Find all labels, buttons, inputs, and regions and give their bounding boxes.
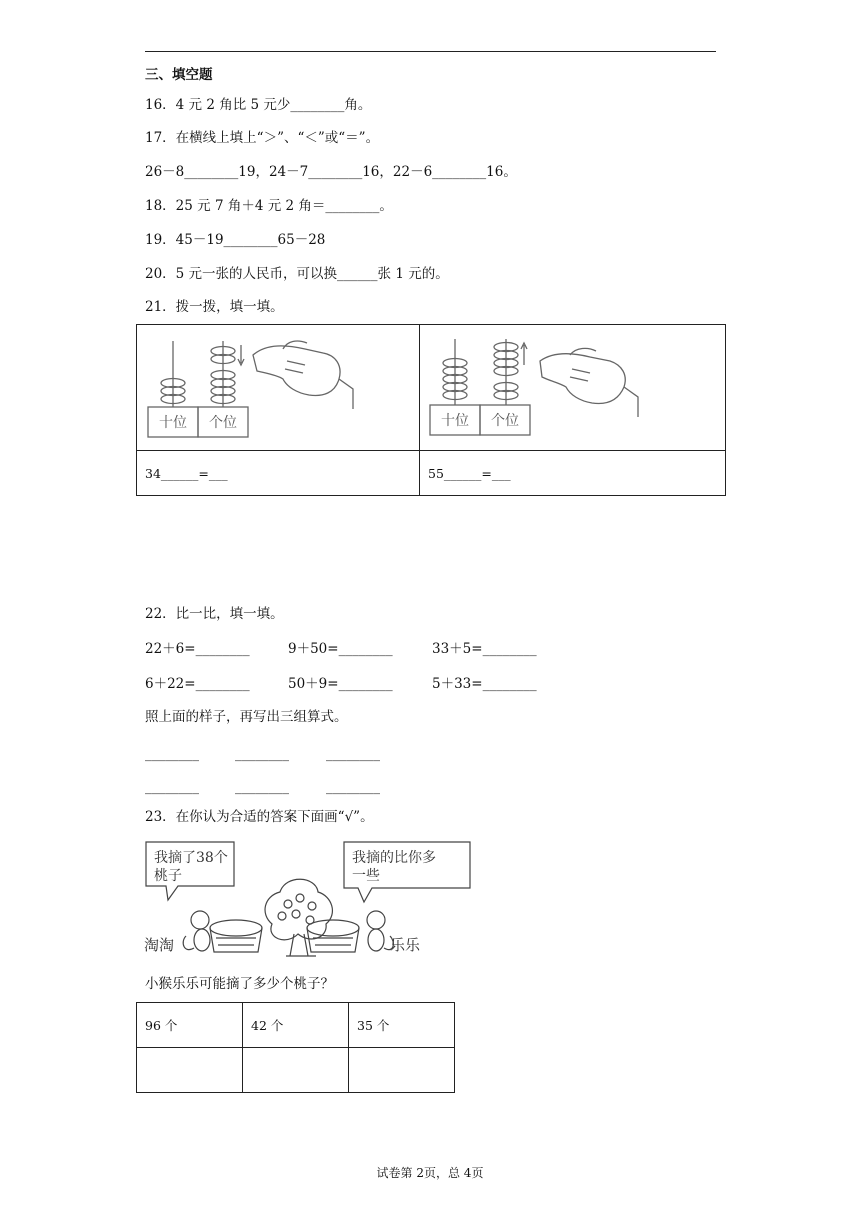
bubble-right-line2: 一些	[352, 868, 380, 884]
abacus-label-ones: 个位	[491, 413, 519, 429]
bubble-right-line1: 我摘的比你多	[352, 850, 436, 866]
question-22-blank: ________	[145, 779, 199, 795]
bubble-left-line2: 桃子	[154, 868, 182, 884]
page-footer: 试卷第 2页，总 4页	[376, 1166, 484, 1180]
question-22-r2c1: 6＋22=________	[145, 676, 250, 692]
question-16: 16．4 元 2 角比 5 元少________角。	[145, 97, 372, 113]
question-22-blank: ________	[326, 746, 380, 762]
question-22-instruction: 照上面的样子，再写出三组算式。	[145, 709, 348, 725]
abacus-label-tens: 十位	[441, 413, 469, 429]
abacus-fill-left: 34______=___	[137, 451, 420, 496]
question-23-prompt: 23．在你认为合适的答案下面画“√”。	[145, 809, 374, 825]
question-22-r2c3: 5＋33=________	[432, 676, 537, 692]
question-21-prompt: 21．拨一拨，填一填。	[145, 299, 284, 315]
question-22-r1c1: 22＋6=________	[145, 641, 250, 657]
question-22-prompt: 22．比一比，填一填。	[145, 606, 284, 622]
abacus-cell-left	[137, 325, 420, 451]
question-22-blank: ________	[145, 746, 199, 762]
abacus-cell-right	[420, 325, 726, 451]
abacus-right-illustration	[420, 325, 725, 450]
option-3: 35 个	[349, 1003, 455, 1048]
question-22-r1c2: 9＋50=________	[288, 641, 393, 657]
monkeys-peaches-illustration	[140, 838, 475, 963]
bubble-left-line1: 我摘了38个	[154, 850, 228, 866]
header-rule	[145, 51, 716, 52]
question-23-question: 小猴乐乐可能摘了多少个桃子？	[145, 976, 334, 992]
abacus-table	[136, 324, 726, 496]
question-22-blank: ________	[235, 746, 289, 762]
question-22-r2c2: 50＋9=________	[288, 676, 393, 692]
question-22-blank: ________	[326, 779, 380, 795]
abacus-fill-right: 55______=___	[420, 451, 726, 496]
question-18: 18．25 元 7 角＋4 元 2 角＝________。	[145, 198, 393, 214]
basket-right-icon	[307, 920, 359, 952]
abacus-left-illustration	[137, 325, 419, 450]
monkey-left-icon	[183, 911, 210, 951]
question-17-line: 26－8________19，24－7________16，22－6________16。	[145, 164, 517, 180]
check-cell-2[interactable]	[243, 1048, 349, 1093]
answer-options-table	[136, 1002, 455, 1093]
question-22-r1c3: 33＋5=________	[432, 641, 537, 657]
name-left: 淘淘	[144, 936, 175, 954]
check-cell-3[interactable]	[349, 1048, 455, 1093]
option-2: 42 个	[243, 1003, 349, 1048]
check-cell-1[interactable]	[137, 1048, 243, 1093]
question-19: 19．45－19________65－28	[145, 232, 326, 248]
option-1: 96 个	[137, 1003, 243, 1048]
abacus-label-ones: 个位	[209, 415, 237, 431]
question-17-prompt: 17．在横线上填上“＞”、“＜”或“＝”。	[145, 130, 380, 146]
question-20: 20．5 元一张的人民币，可以换______张 1 元的。	[145, 266, 449, 282]
abacus-label-tens: 十位	[159, 415, 187, 431]
name-right: 乐乐	[390, 936, 421, 954]
section-title: 三、填空题	[145, 67, 213, 83]
question-22-blank: ________	[235, 779, 289, 795]
basket-left-icon	[210, 920, 262, 952]
